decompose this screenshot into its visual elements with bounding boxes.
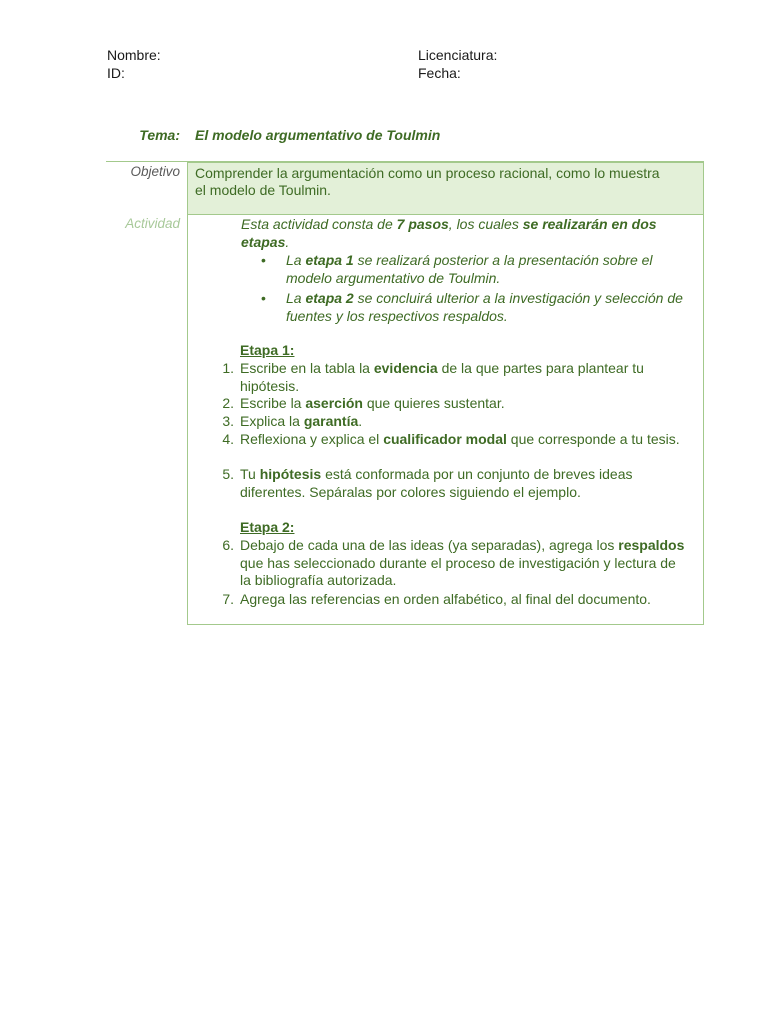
tema-label: Tema:	[139, 127, 180, 143]
objetivo-line-2: el modelo de Toulmin.	[195, 182, 331, 198]
step-5-number: 5.	[222, 466, 234, 482]
step-6	[240, 537, 685, 590]
step-6-text-1: Debajo de cada una de las ideas (ya separadas), agrega los	[240, 537, 619, 553]
step-5-text-2: está conformada por un conjunto de breves ideas diferentes. Sepáralas por colores siguiendo el ejemplo.	[240, 466, 633, 500]
nombre-label: Nombre:	[107, 47, 161, 63]
step-2-text-1: Escribe la	[240, 395, 306, 411]
bullet-1-text-2: se realizará posterior a la presentación sobre el modelo argumentativo de Toulmin.	[286, 252, 653, 286]
actividad-cell	[187, 215, 704, 625]
step-5-bold: hipótesis	[259, 466, 322, 482]
fecha-label: Fecha:	[418, 65, 461, 81]
bullet-dot-2: •	[261, 290, 266, 306]
bullet-2-text-1: La	[286, 290, 306, 306]
step-6-text-2: que has seleccionado durante el proceso de investigación y lectura de la bibliografía autorizada.	[240, 554, 676, 588]
step-4-number: 4.	[222, 431, 234, 447]
step-4-text-1: Reflexiona y explica el	[240, 431, 384, 447]
step-6-number: 6.	[222, 537, 234, 553]
bullet-1-text-1: La	[286, 252, 306, 268]
step-1	[240, 360, 685, 395]
step-3-number: 3.	[222, 413, 234, 429]
bullet-2-text-2: se concluirá ulterior a la investigación y selección de fuentes y los respectivos respaldos.	[286, 290, 683, 324]
intro-text-2: , los cuales	[448, 216, 523, 232]
step-7-number: 7.	[222, 591, 234, 607]
objetivo-cell	[187, 162, 704, 215]
objetivo-label: Objetivo	[130, 164, 180, 179]
step-6-bold: respaldos	[618, 537, 685, 553]
step-3-text-1: Explica la	[240, 413, 304, 429]
step-3-text-2: .	[358, 413, 363, 429]
etapa-2-title: Etapa 2:	[240, 519, 295, 535]
step-3	[240, 413, 685, 431]
step-2-text-2: que quieres sustentar.	[362, 395, 505, 411]
intro-text-3: .	[285, 233, 290, 250]
bullet-dot-1: •	[261, 252, 266, 268]
step-2	[240, 395, 685, 413]
etapa-1-title: Etapa 1:	[240, 342, 295, 358]
bullet-item-2	[286, 290, 686, 325]
step-1-number: 1.	[222, 360, 234, 376]
intro-bold-2: se realizarán en dos etapas	[241, 216, 657, 250]
step-7	[240, 591, 685, 609]
actividad-intro	[241, 216, 691, 251]
step-5-text-1: Tu	[240, 466, 260, 482]
bullet-item-1	[286, 252, 686, 287]
step-1-text-1: Escribe en la tabla la	[240, 360, 374, 376]
step-2-bold: aserción	[305, 395, 363, 411]
objetivo-line-1: Comprender la argumentación como un proceso racional, como lo muestra	[195, 165, 660, 181]
tema-title: El modelo argumentativo de Toulmin	[195, 127, 441, 143]
intro-bold-1: 7 pasos	[396, 216, 449, 232]
bullet-1-bold: etapa 1	[305, 252, 354, 268]
step-1-bold: evidencia	[373, 360, 438, 376]
step-4	[240, 431, 685, 449]
intro-text-1: Esta actividad consta de	[241, 216, 397, 232]
step-4-text-2: que corresponde a tu tesis.	[506, 431, 680, 447]
actividad-label: Actividad	[125, 216, 180, 231]
step-1-text-2: de la que partes para plantear tu hipótesis.	[240, 360, 644, 394]
bullet-2-bold: etapa 2	[305, 290, 354, 306]
step-3-bold: garantía	[303, 413, 359, 429]
step-2-number: 2.	[222, 395, 234, 411]
step-4-bold: cualificador modal	[383, 431, 507, 447]
step-7-text-1: Agrega las referencias en orden alfabético, al final del documento.	[240, 591, 651, 607]
id-label: ID:	[107, 65, 125, 81]
step-5	[240, 466, 685, 501]
licenciatura-label: Licenciatura:	[418, 47, 498, 63]
